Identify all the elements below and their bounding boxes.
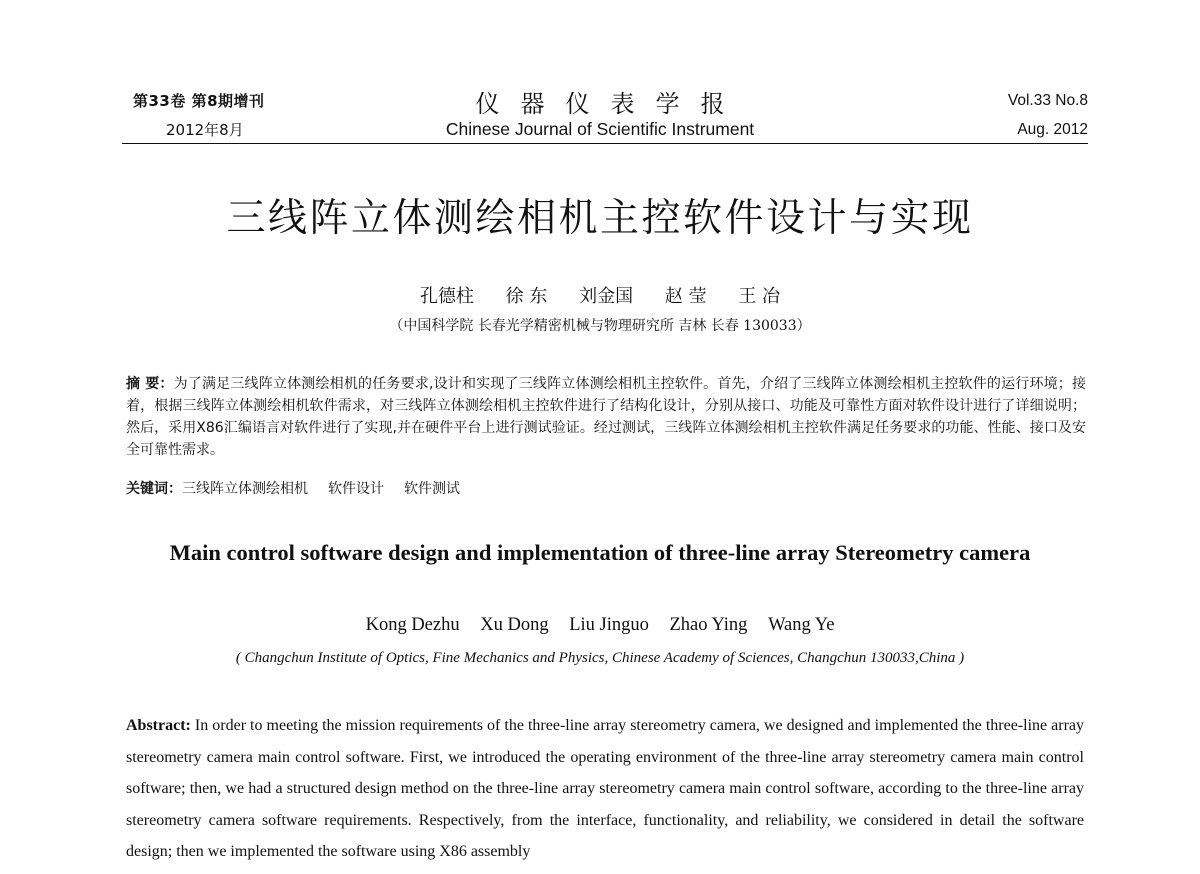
abstract-cn-label: 摘 要： (126, 376, 174, 392)
keyword-cn: 三线阵立体测绘相机 (182, 481, 308, 497)
author-en: Wang Ye (768, 615, 835, 635)
author-cn: 王 冶 (738, 286, 781, 307)
abstract-cn-text: 为了满足三线阵立体测绘相机的任务要求,设计和实现了三线阵立体测绘相机主控软件。首先，介绍了三线阵立体测绘相机主控软件的运行环境；接着，根据三线阵立体测绘相机软件需求，对三线阵立体测绘相机主控软件进行了结构化设计，分别从接口、功能及可靠性方面对软件设计进行了详细说明；然后，采用X86汇编语言对软件进行了实现,并在硬件平台上进行测试验证。经过测试，三线阵立体测绘相机主控软件满足任务要求的功能、性能、接口及安全可靠性需求。 (126, 376, 1086, 458)
keywords-cn-label: 关键词： (126, 481, 182, 497)
author-en: Kong Dezhu (365, 615, 460, 635)
author-cn: 孔德柱 (419, 286, 474, 307)
abstract-en-label: Abstract: (126, 717, 191, 734)
affiliation-en: ( Changchun Institute of Optics, Fine Mechanics and Physics, Chinese Academy of Sciences, Changchun 130033,China ) (235, 650, 965, 666)
affiliation-cn: （中国科学院 长春光学精密机械与物理研究所 吉林 长春 130033） (389, 318, 811, 334)
paper-title-en: Main control software design and implementation of three-line array Stereometry camera (169, 540, 1031, 565)
author-en: Zhao Ying (669, 615, 748, 635)
abstract-en (126, 710, 1084, 868)
author-cn: 赵 莹 (664, 286, 707, 307)
journal-date-cn: 2012年8月 (166, 121, 244, 139)
abstract-en-text: In order to meeting the mission requirements of the three-line array stereometry camera, we designed and implemented the three-line array stereometry camera main control software. First, we introduced the operating environment of the three-line array stereometry camera main control software; then, we had a structured design method on the three-line array stereometry camera main control software, according to the three-line array stereometry camera software requirements. Respectively, from the interface, functionality, and reliability, we considered in detail the software design; then we implemented the software using X86 assembly (126, 717, 1085, 860)
author-en: Xu Dong (480, 615, 549, 635)
author-list-cn (0, 282, 1200, 308)
journal-date-en: Aug. 2012 (1017, 121, 1088, 138)
journal-volume-cn: 第33卷 第8期增刊 (133, 92, 265, 110)
journal-name-cn: 仪器仪表学报 (475, 90, 746, 118)
keyword-cn: 软件设计 (328, 481, 384, 497)
author-cn: 徐 东 (505, 286, 548, 307)
keywords-cn (126, 478, 1086, 500)
journal-name-en: Chinese Journal of Scientific Instrument (445, 119, 755, 139)
abstract-cn (126, 373, 1086, 461)
author-cn: 刘金国 (579, 286, 634, 307)
author-list-en (0, 615, 1200, 636)
keyword-cn: 软件测试 (404, 481, 460, 497)
header-rule (122, 143, 1088, 144)
paper-title-cn: 三线阵立体测绘相机主控软件设计与实现 (226, 196, 974, 241)
journal-volume-en: Vol.33 No.8 (1007, 92, 1088, 109)
author-en: Liu Jinguo (569, 615, 649, 635)
